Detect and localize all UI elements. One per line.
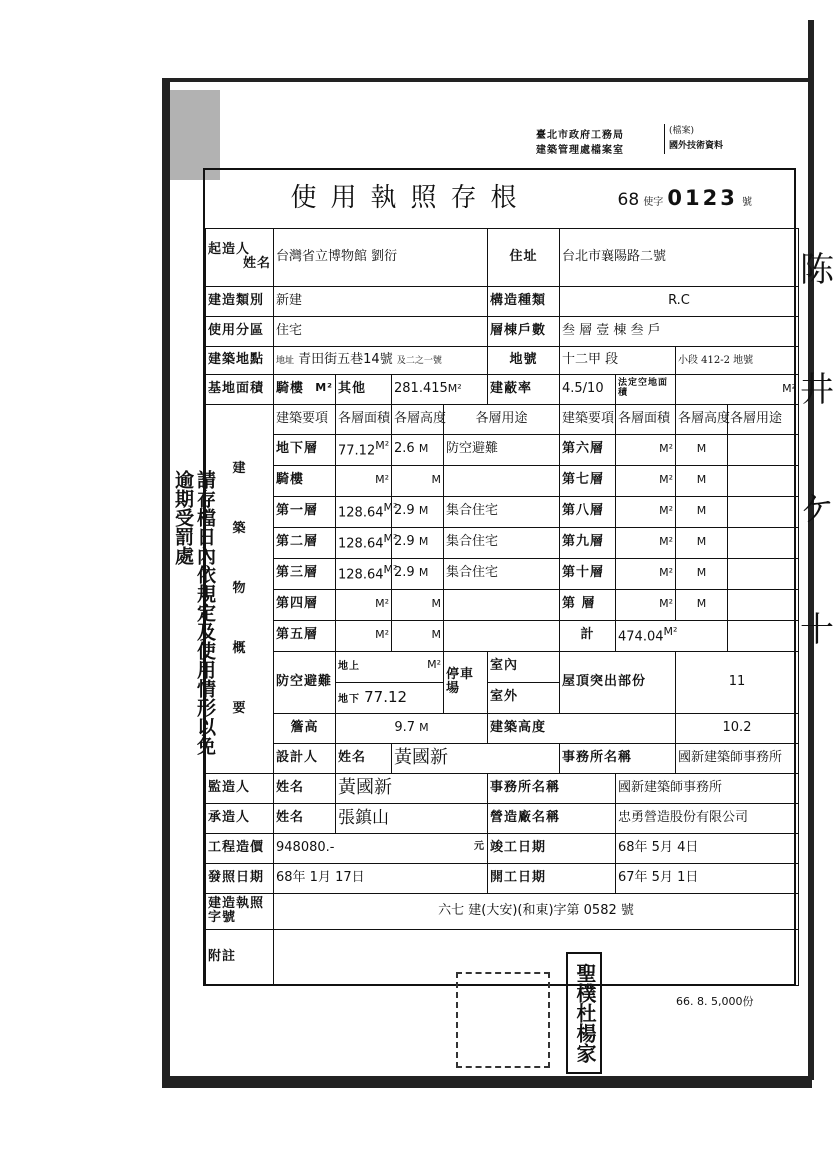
floors-label: 層棟戶數 [488, 316, 560, 346]
roof-label: 屋頂突出部份 [560, 651, 676, 713]
col-header-height-right: 各層高度 [676, 404, 728, 434]
floor-label: 第三層 [274, 558, 336, 589]
coverage-value: 4.5/10 [560, 374, 616, 404]
issue-value: 68年 1月 17日 [274, 863, 488, 893]
col-header-area-right: 各層面積 [616, 404, 676, 434]
floor-use: 集合住宅 [444, 527, 560, 558]
supervisor-value: 黃國新 [336, 773, 488, 803]
permit-year: 68 [617, 190, 640, 211]
supervisor-label: 監造人 [206, 773, 274, 803]
site-label: 建築地點 [206, 346, 274, 374]
scan-edge-bottom [162, 1076, 812, 1088]
total-area: 474.04 [618, 629, 664, 645]
dashed-box [456, 972, 550, 1068]
building-type-value: 新建 [274, 286, 488, 316]
building-side-label: 建 築 物 概 要 [206, 404, 274, 773]
contractor-firm-label: 營造廠名稱 [488, 803, 616, 833]
bldg-height-value: 10.2 [676, 713, 799, 743]
eave-height-label: 簷高 [274, 713, 336, 743]
other-label: 其他 [336, 374, 392, 404]
designer-value: 黃國新 [392, 743, 560, 773]
use-value: 住宅 [274, 316, 488, 346]
scan-edge-top [162, 78, 812, 82]
floor-label: 地下層 [274, 434, 336, 465]
supervisor-office-label: 事務所名稱 [488, 773, 616, 803]
area-label: 基地面積 [206, 374, 274, 404]
name-label: 姓名 [274, 803, 336, 833]
floor-height: 2.9 [394, 534, 415, 550]
arcade-unit: M² [315, 380, 333, 394]
col-header-item-right: 建築要項 [560, 404, 616, 434]
floor-area: 128.64 [338, 567, 384, 583]
floors-value: 叁 層 壹 棟 叁 戶 [560, 316, 799, 346]
cost-value: 948080.- [276, 839, 335, 855]
permit-char: 使字 [643, 197, 664, 209]
complete-label: 竣工日期 [488, 833, 616, 863]
floor-use: 防空避難 [444, 434, 560, 465]
coverage-label: 建蔽率 [490, 380, 533, 396]
other-area: 281.415 [394, 380, 448, 396]
designer-office-label: 事務所名稱 [560, 743, 676, 773]
lot-detail: 小段 412-2 地號 [676, 346, 799, 374]
supervisor-office-value: 國新建築師事務所 [616, 773, 799, 803]
floor-label: 第四層 [274, 589, 336, 620]
col-header-area-left: 各層面積 [336, 404, 392, 434]
stamp-right: (檔案) 國外技術資料 [664, 124, 723, 154]
cost-label: 工程造價 [206, 833, 274, 863]
floor-use: 集合住宅 [444, 558, 560, 589]
legal-space-label: 法定空地面積 [616, 374, 676, 404]
designer-office-value: 國新建築師事務所 [676, 743, 799, 773]
floor-area: 128.64 [338, 536, 384, 552]
building-type-label: 建造類別 [206, 286, 274, 316]
contractor-label: 承造人 [206, 803, 274, 833]
below-ground-label: 地下 [338, 693, 360, 705]
issue-label: 發照日期 [206, 863, 274, 893]
floor-label: 第五層 [274, 620, 336, 651]
permit-suffix: 號 [742, 197, 753, 209]
floor-label-right: 第七層 [560, 465, 616, 496]
name-label: 姓名 [336, 743, 392, 773]
shelter-label: 防空避難 [274, 651, 336, 713]
start-value: 67年 5月 1日 [616, 863, 799, 893]
floor-label: 第一層 [274, 496, 336, 527]
cost-unit: 元 [474, 840, 485, 852]
designer-label: 設計人 [274, 743, 336, 773]
applicant-name-label: 姓名 [242, 256, 271, 271]
scan-edge-left [162, 78, 170, 1088]
lot-label: 地號 [488, 346, 560, 374]
scan-shadow-topleft [170, 90, 220, 180]
applicant-value: 台灣省立博物館 劉衍 [274, 228, 488, 286]
address-value: 台北市襄陽路二號 [560, 228, 799, 286]
floor-label: 騎樓 [274, 465, 336, 496]
col-header-height-left: 各層高度 [392, 404, 444, 434]
permit-number: 0123 [667, 186, 738, 211]
floor-height: 2.9 [394, 503, 415, 519]
floor-label-right: 第九層 [560, 527, 616, 558]
bottom-stamp: 聖樸杜楊家 [566, 952, 602, 1074]
address-label: 住址 [488, 228, 560, 286]
use-label: 使用分區 [206, 316, 274, 346]
side-note: 請存檔日內依規定及使用情形以免逾期受罰處 [172, 470, 216, 755]
legal-space-unit: M² [782, 381, 796, 395]
form-title: 使用執照存根 [290, 183, 531, 214]
floor-label-right: 第八層 [560, 496, 616, 527]
remarks-label: 附註 [206, 929, 274, 985]
site-note: 及二之一號 [396, 355, 442, 366]
structure-type-value: R.C [560, 286, 799, 316]
roof-value: 11 [676, 651, 799, 713]
below-ground-value: 77.12 [364, 687, 408, 706]
start-label: 開工日期 [488, 863, 616, 893]
floor-height: 2.9 [394, 565, 415, 581]
adjacent-page-glyphs: 陈 井 ケ 十 [800, 250, 834, 650]
above-ground-label: 地上 [338, 661, 360, 673]
floor-area: 77.12 [338, 443, 376, 459]
floor-height: 2.6 [394, 441, 415, 457]
total-label: 計 [560, 620, 616, 651]
other-area-unit: M² [447, 381, 462, 395]
indoor-label: 室內 [488, 651, 560, 682]
col-header-item-left: 建築要項 [274, 404, 336, 434]
eave-height-value: 9.7 [394, 719, 416, 735]
lot-section: 十二甲 段 [560, 346, 676, 374]
applicant-label: 起造人 [208, 241, 251, 257]
parking-label: 停車場 [444, 651, 488, 713]
contractor-value: 張鎮山 [336, 803, 488, 833]
col-header-use-left: 各層用途 [444, 404, 560, 434]
outdoor-label: 室外 [488, 682, 560, 713]
floor-label-right: 第六層 [560, 434, 616, 465]
arcade-label: 騎樓 [276, 380, 305, 396]
permit-label: 建造執照字號 [206, 893, 274, 929]
floor-use: 集合住宅 [444, 496, 560, 527]
floor-label-right: 第 層 [560, 589, 616, 620]
site-addr-label: 地址 [276, 355, 295, 366]
floor-label-right: 第十層 [560, 558, 616, 589]
floor-area: 128.64 [338, 505, 384, 521]
permit-value: 六七 建(大安)(和東)字第 0582 號 [274, 893, 799, 929]
contractor-firm-value: 忠勇營造股份有限公司 [616, 803, 799, 833]
stamp-left: 臺北市政府工務局 建築管理處檔案室 [536, 130, 624, 156]
print-info: 66. 8. 5,000份 [676, 995, 754, 1008]
bldg-height-label: 建築高度 [488, 713, 676, 743]
floor-label: 第二層 [274, 527, 336, 558]
structure-type-label: 構造種類 [488, 286, 560, 316]
site-value: 青田街五巷14號 [298, 351, 393, 367]
name-label: 姓名 [274, 773, 336, 803]
complete-value: 68年 5月 4日 [616, 833, 799, 863]
permit-form: 使用執照存根 68 使字 0123 號 起造人 姓名 台灣省立博物館 劉衍 住址 台北市襄陽路二號 建造類別 新建 構造種類 R.C 使用分區 住宅 層棟戶數 叁 層 壹 棟 叁 戶 建築地點 地址 青田街五巷14號 及二之一號 地號 十二甲 段 小段 412-2 地號 基地面積 騎樓 M² 其他 281.415M² 建蔽率 4.5/10 法定空地面積 M² 建 築 物 概 要 建築要項 各層面積 各層高度 各層用途 建築要項 各層面積 各層高度 各層用途 地下層 $77.12^{M^2}$ 2.6 M 防空避難 第六層 M² M 騎樓 M² M 第七層 M² M 第一層 $128.64^{M^2}$ 2.9 M 集合住宅 第八層 M² M 第二層 $128.64^{M^2}$ 2.9 M 集合住宅 第九層 M² M 第三層 $128.64^{M^2}$ 2.9 M 集合住宅 第十層 M² M 第四層 M² M 第 層 M² M 第五層 M² M 計 $474.04^{M^2}$ 防空避難 地上 M² 停車場 室內 屋頂突出部份 11 地下 77.12 室外 簷高 9.7 M 建築高度 10.2 設計人 姓名 黃國新 事務所名稱 國新建築師事務所 監造人 姓名 黃國新 事務所名稱 國新建築師事務所 承造人 姓名 張鎮山 營造廠名稱 忠勇營造股份有限公司 工程造價 948080.- 元 竣工日期 68年 5月 4日 發照日期 68年 1月 17日 開工日期 67年 5月 1日 建造執照字號 六七 建(大安)(和東)字第 0582 號 附註 [203, 168, 796, 986]
col-header-use-right: 各層用途 [728, 404, 799, 434]
